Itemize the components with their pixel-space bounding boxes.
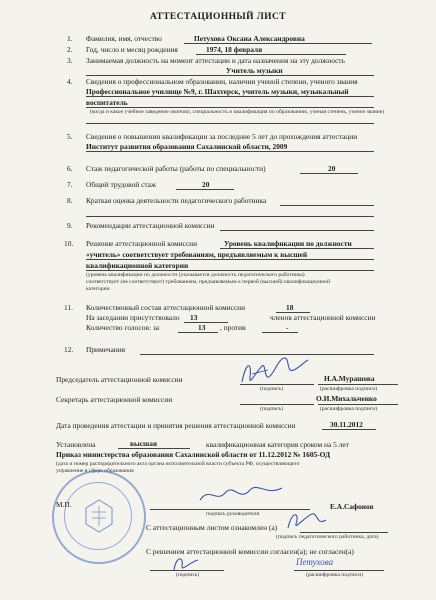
- education-value-line1: Профессиональное училище №9, г. Шахтерск, учитель музыки, музыкальный: [86, 87, 349, 96]
- votes-against-value: -: [286, 323, 289, 332]
- secretary-sign-caption: (подпись): [260, 406, 284, 412]
- underline: [262, 332, 298, 333]
- notes-label: Примечания: [86, 345, 126, 354]
- underline: [280, 205, 374, 206]
- official-seal: [52, 470, 146, 564]
- training-value: Институт развития образования Сахалинской области, 2009: [86, 142, 288, 151]
- decision-note-line3: категории: [86, 286, 110, 292]
- chair-name-caption: (расшифровка подписи): [320, 386, 378, 392]
- name-label: Фамилия, имя, отчество: [86, 34, 162, 43]
- underline: [86, 270, 374, 271]
- underline: [86, 216, 374, 217]
- education-label: Сведения о профессиональном образовании, наличии ученой степени, ученого звания: [86, 77, 358, 86]
- established-label: Установлена: [56, 440, 96, 449]
- sign-caption: (подпись): [176, 572, 200, 578]
- underline: [318, 384, 398, 385]
- chair-name: Н.А.Мурашова: [324, 374, 375, 383]
- secretary-name-caption: (расшифровка подписи): [320, 406, 378, 412]
- teacher-signature: [282, 506, 332, 534]
- agree-label: С решением аттестационной комиссии согласен(а); не согласен(а): [146, 547, 354, 556]
- item-number: 4.: [67, 77, 73, 86]
- head-name: Е.А.Сафонов: [330, 502, 374, 511]
- order-note-line1: (дата и номер распорядительного акта органа исполнительной власти субъекта РФ, осуществляющего: [56, 461, 300, 467]
- underline: [150, 570, 224, 571]
- item-number: 3.: [67, 56, 73, 65]
- head-signature: [196, 478, 286, 510]
- underline: [294, 570, 384, 571]
- decision-label: Решение аттестационной комиссии: [86, 239, 198, 248]
- underline: [240, 404, 314, 405]
- item-number: 10.: [64, 239, 74, 248]
- decision-value-line2: «учитель» соответствует требованиям, предъявляемым к высшей: [86, 250, 308, 259]
- underline: [220, 248, 374, 249]
- item-number: 9.: [67, 221, 73, 230]
- decision-value-line1: Уровень квалификации по должности: [224, 239, 352, 248]
- item-number: 2.: [67, 45, 73, 54]
- document-title: АТТЕСТАЦИОННЫЙ ЛИСТ: [150, 12, 286, 22]
- secretary-label: Секретарь аттестационной комиссии: [56, 395, 173, 404]
- votes-label: Количество голосов: за: [86, 323, 160, 332]
- underline: [322, 429, 376, 430]
- position-label: Занимаемая должность на момент аттестации и дата назначения на эту должность: [86, 56, 346, 65]
- item-number: 11.: [64, 303, 73, 312]
- assessment-label: Краткая оценка деятельности педагогического работника: [86, 196, 267, 205]
- underline: [86, 75, 374, 76]
- underline: [86, 259, 374, 260]
- underline: [86, 107, 374, 108]
- commission-size-value: 18: [286, 303, 294, 312]
- ped-experience-value: 20: [328, 164, 336, 173]
- secretary-name: О.И.Михальченко: [316, 394, 377, 403]
- total-experience-label: Общий трудовой стаж: [86, 180, 157, 189]
- present-suffix: членов аттестационной комиссии: [270, 313, 376, 322]
- birth-label: Год, число и месяц рождения: [86, 45, 178, 54]
- chair-sign-caption: (подпись): [260, 386, 284, 392]
- underline: [86, 96, 374, 97]
- education-note: (когда и какое учебное заведение окончил, специальность и квалификация по образованию, ученая степень, ученое звание): [90, 109, 385, 115]
- position-value: Учитель музыки: [226, 66, 283, 75]
- item-number: 5.: [67, 132, 73, 141]
- present-value: 13: [190, 313, 198, 322]
- underline: [318, 404, 398, 405]
- present-label: На заседании присутствовало: [86, 313, 180, 322]
- underline: [118, 448, 190, 449]
- votes-against-label: , против: [220, 323, 246, 332]
- chair-label: Председатель аттестационной комиссии: [56, 375, 183, 384]
- underline: [196, 54, 346, 55]
- name-value: Петухова Оксана Александровна: [194, 34, 305, 43]
- recommendations-label: Рекомендации аттестационной комиссии: [86, 221, 215, 230]
- familiar-caption: (подпись педагогического работника, дата): [276, 534, 379, 540]
- mp-label: М.П.: [56, 500, 72, 509]
- total-experience-value: 20: [202, 180, 210, 189]
- commission-size-label: Количественный состав аттестационной комиссии: [86, 303, 246, 312]
- underline: [86, 151, 374, 152]
- decision-value-line3: квалификационной категории: [86, 261, 189, 270]
- underline: [176, 189, 234, 190]
- underline: [184, 43, 372, 44]
- name-caption: (расшифровка подписи): [306, 572, 364, 578]
- ped-experience-label: Стаж педагогической работы (работы по специальности): [86, 164, 266, 173]
- order-note-line2: управление в сфере образования: [56, 468, 134, 474]
- decision-note-line2: соответствует (не соответствует) требованиям, предъявляемым к первой (высшей) квалификационной: [86, 279, 330, 285]
- votes-for-value: 13: [198, 323, 206, 332]
- training-label: Сведения о повышении квалификации за последние 5 лет до прохождения аттестации: [86, 132, 358, 141]
- item-number: 1.: [67, 34, 73, 43]
- category-middle: квалификационная категория сроком на 5 лет: [206, 440, 349, 449]
- familiar-label: С аттестационным листом ознакомлен (а): [146, 523, 278, 532]
- underline: [300, 173, 358, 174]
- underline: [86, 123, 374, 124]
- underline: [178, 332, 218, 333]
- birth-value: 1974, 18 февраля: [206, 45, 263, 54]
- order-text: Приказ министерства образования Сахалинской области от 11.12.2012 № 1605-ОД: [56, 450, 331, 459]
- decision-note-line1: (уровень квалификации по должности (указывается должность педагогического работника): [86, 272, 305, 278]
- category-value: высшая: [130, 439, 157, 448]
- head-sign-caption: подпись руководителя: [206, 511, 260, 517]
- date-value: 30.11.2012: [330, 420, 363, 429]
- date-label: Дата проведения аттестации и принятия решения аттестационной комиссии: [56, 421, 296, 430]
- item-number: 6.: [67, 164, 73, 173]
- handwritten-name: Петухова: [296, 557, 334, 567]
- education-value-line2: воспитатель: [86, 98, 128, 107]
- underline: [220, 230, 374, 231]
- chair-signature: [238, 352, 310, 392]
- item-number: 8.: [67, 196, 73, 205]
- item-number: 12.: [64, 345, 74, 354]
- item-number: 7.: [67, 180, 73, 189]
